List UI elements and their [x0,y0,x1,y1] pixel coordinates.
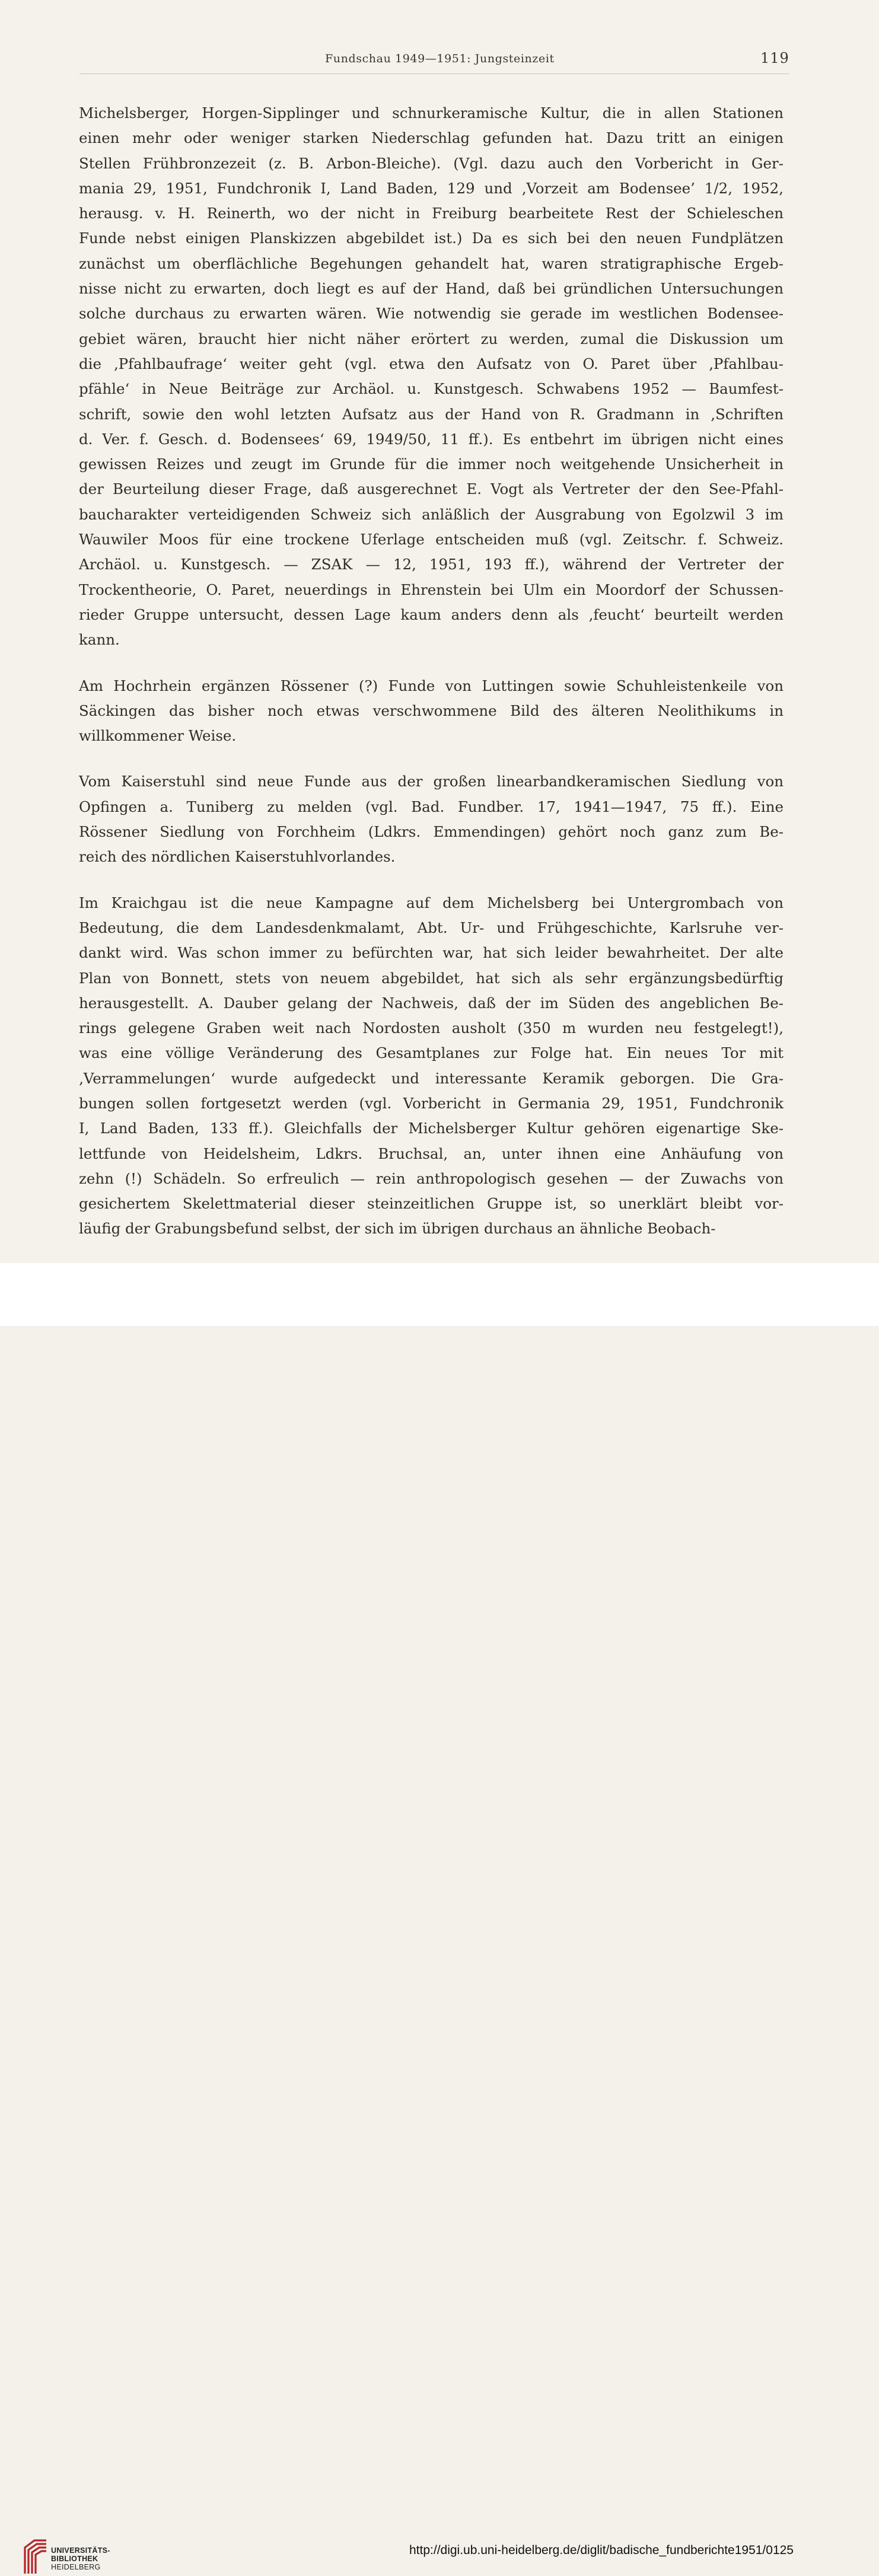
text-line: kann. [79,631,120,649]
text-line: Plan von Bonnett, stets von neuem abgebildet, hat sich als sehr ergänzungsbedürftig [79,969,784,987]
text-line: Archäol. u. Kunstgesch. — ZSAK — 12, 1951, 193 ff.), während der Vertreter der [79,556,784,573]
text-line: ‚Verrammelungen‘ wurde aufgedeckt und interessante Keramik geborgen. Die Gra- [79,1069,784,1087]
library-name[interactable] [51,2546,110,2571]
digitization-footer [0,1263,879,2571]
text-line: Säckingen das bisher noch etwas verschwommene Bild des älteren Neolithikums in [79,702,784,719]
text-line: herausg. v. H. Reinerth, wo der nicht in Freiburg bearbeitete Rest der Schieleschen [79,205,784,222]
text-line: Stellen Frühbronzezeit (z. B. Arbon-Bleiche). (Vgl. dazu auch den Vorbericht in Ger- [79,154,784,172]
library-name-line: UNIVERSITÄTS- [51,2546,110,2555]
page-number: 119 [760,50,789,66]
text-line: Michelsberger, Horgen-Sipplinger und schnurkeramische Kultur, die in allen Stationen [79,104,784,122]
text-line: Wauwiler Moos für eine trockene Uferlage entscheiden muß (vgl. Zeitschr. f. Schweiz. [79,531,784,549]
text-line: Bedeutung, die dem Landesdenkmalamt, Abt. Ur- und Frühgeschichte, Karlsruhe ver- [79,919,784,936]
paragraph [79,891,784,1242]
library-name-line: BIBLIOTHEK [51,2555,98,2563]
text-line: Im Kraichgau ist die neue Kampagne auf dem Michelsberg bei Untergrombach von [79,894,784,911]
text-line: lettfunde von Heidelsheim, Ldkrs. Bruchsal, an, unter ihnen eine Anhäufung von [79,1144,784,1162]
text-line: Trockentheorie, O. Paret, neuerdings in Ehrenstein bei Ulm ein Moordorf der Schussen- [79,581,784,598]
paragraph [79,674,784,749]
library-logo-icon[interactable] [21,2538,49,2576]
running-title: Fundschau 1949—1951: Jungsteinzeit [325,52,555,65]
text-line: reich des nördlichen Kaiserstuhlvorlandes. [79,848,396,866]
text-line: zunächst um oberflächliche Begehungen gehandelt hat, waren stratigraphische Ergeb- [79,254,784,272]
text-line: herausgestellt. A. Dauber gelang der Nachweis, daß der im Süden des angeblichen Be- [79,994,784,1012]
scanned-page [0,0,879,1263]
text-line: gewissen Reizes und zeugt im Grunde für die immer noch weitgehende Unsicherheit in [79,455,784,473]
text-line: dankt wird. Was schon immer zu befürchten war, hat sich leider bewahrheitet. Der alte [79,944,784,962]
body-text [79,101,784,1263]
text-line: rings gelegene Graben weit nach Nordosten ausholt (350 m wurden neu festgelegt!), [79,1019,784,1037]
text-line: schrift, sowie den wohl letzten Aufsatz aus der Hand von R. Gradmann in ‚Schriften [79,405,784,423]
text-line: Am Hochrhein ergänzen Rössener (?) Funde von Luttingen sowie Schuhleistenkeile von [79,677,784,694]
running-head [0,50,879,74]
text-line: d. Ver. f. Gesch. d. Bodensees‘ 69, 1949/50, 11 ff.). Es entbehrt im übrigen nicht eines [79,430,784,448]
text-line: mania 29, 1951, Fundchronik I, Land Baden, 129 und ‚Vorzeit am Bodensee’ 1/2, 1952, [79,179,784,197]
paragraph [79,769,784,869]
text-line: Opfingen a. Tuniberg zu melden (vgl. Bad. Fundber. 17, 1941—1947, 75 ff.). Eine [79,798,784,815]
text-line: I, Land Baden, 133 ff.). Gleichfalls der Michelsberger Kultur gehören eigenartige Ske- [79,1120,784,1137]
paragraph [79,101,784,653]
text-line: läufig der Grabungsbefund selbst, der sich im übrigen durchaus an ähnliche Beobach- [79,1220,716,1238]
text-line: bungen sollen fortgesetzt werden (vgl. Vorbericht in Germania 29, 1951, Fundchronik [79,1094,784,1112]
text-line: nisse nicht zu erwarten, doch liegt es auf der Hand, daß bei gründlichen Untersuchungen [79,280,784,298]
text-line: gesichertem Skelettmaterial dieser steinzeitlichen Gruppe ist, so unerklärt bleibt vor- [79,1195,784,1213]
text-line: die ‚Pfahlbaufrage‘ weiter geht (vgl. etwa den Aufsatz von O. Paret über ‚Pfahlbau- [79,355,784,372]
text-line: willkommener Weise. [79,727,237,745]
text-line: Funde nebst einigen Planskizzen abgebildet ist.) Da es sich bei den neuen Fundplätzen [79,229,784,247]
text-line: solche durchaus zu erwarten wären. Wie notwendig sie gerade im westlichen Bodensee- [79,305,784,323]
library-name-line: HEIDELBERG [51,2563,101,2571]
text-line: rieder Gruppe untersucht, dessen Lage kaum anders denn als ‚feucht‘ beurteilt werden [79,605,784,623]
source-url-link[interactable]: http://digi.ub.uni-heidelberg.de/diglit/badische_fundberichte1951/0125 [409,2543,794,2557]
text-line: zehn (!) Schädeln. So erfreulich — rein anthropologisch gesehen — der Zuwachs von [79,1169,784,1187]
text-line: einen mehr oder weniger starken Niederschlag gefunden hat. Dazu tritt an einigen [79,129,784,147]
text-line: Rössener Siedlung von Forchheim (Ldkrs. Emmendingen) gehört noch ganz zum Be- [79,823,784,841]
text-line: gebiet wären, braucht hier nicht näher erörtert zu werden, zumal die Diskussion um [79,330,784,347]
text-line: pfähle‘ in Neue Beiträge zur Archäol. u. Kunstgesch. Schwabens 1952 — Baumfest- [79,380,784,398]
text-line: Vom Kaiserstuhl sind neue Funde aus der großen linearbandkeramischen Siedlung von [79,773,784,790]
text-line: baucharakter verteidigenden Schweiz sich anläßlich der Ausgrabung von Egolzwil 3 im [79,505,784,523]
text-line: der Beurteilung dieser Frage, daß ausgerechnet E. Vogt als Vertreter der den See-Pfahl- [79,480,784,498]
text-line: was eine völlige Veränderung des Gesamtplanes zur Folge hat. Ein neues Tor mit [79,1044,784,1062]
